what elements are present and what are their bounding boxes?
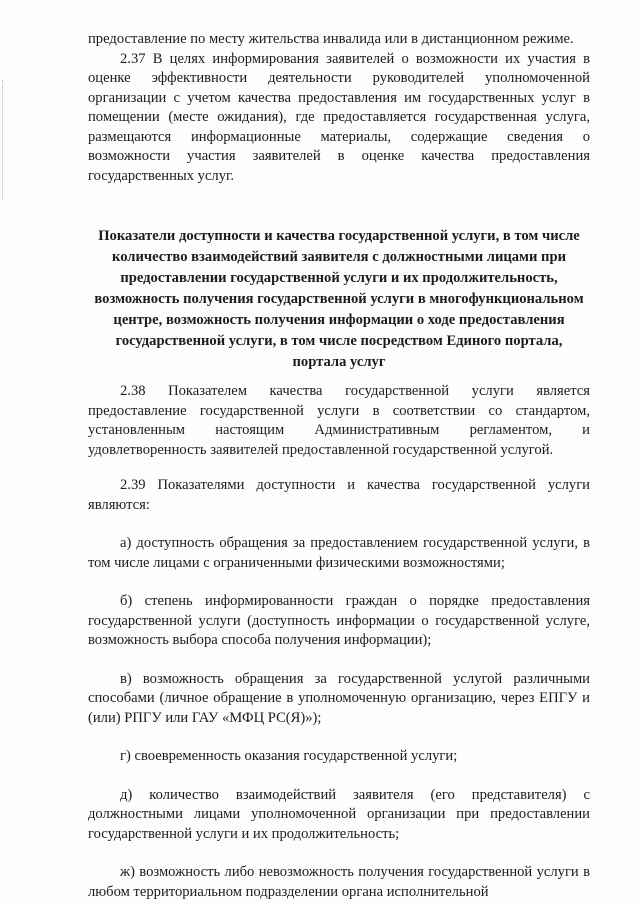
list-item-zh: ж) возможность либо невозможность получения государственной услуги в любом территориальном подразделении органа исполнительной <box>88 864 590 900</box>
list-item-g: г) своевременность оказания государственной услуги; <box>120 748 458 764</box>
list-item-b: б) степень информированности граждан о порядке предоставления государственной услуги (доступность информации о государственной услуге, возможность выбора способа получения информации); <box>88 593 590 648</box>
paragraph-2-39: 2.39 Показателями доступности и качества государственной услуги являются: <box>88 477 590 513</box>
scan-margin-mark <box>2 80 5 200</box>
paragraph-2-38: 2.38 Показателем качества государственной услуги является предоставление государственной услуги в соответствии со стандартом, установленным настоящим Административным регламентом, и удовлетворенность заявителей предоставленной государственной услугой. <box>88 383 590 458</box>
section-heading: Показатели доступности и качества государственной услуги, в том числе количество взаимодействий заявителя с должностными лицами при предоставлении государственной услуги и их продолжительность, возможность получения государственной услуги в многофункциональном центре, возможность получения информации о ходе предоставления государственной услуги, в том числе посредством Единого портала, портала услуг <box>94 228 584 370</box>
paragraph-2-37: 2.37 В целях информирования заявителей о возможности их участия в оценке эффективности деятельности руководителей уполномоченной организации с учетом качества предоставления им государственных услуг в помещении (месте ожидания), где предоставляется государственная услуга, размещаются информационные материалы, содержащие сведения о возможности участия заявителей в оценке качества предоставления государственных услуг. <box>88 50 590 184</box>
list-item-v: в) возможность обращения за государственной услугой различными способами (личное обращение в уполномоченную организацию, через ЕПГУ и (или) РПГУ или ГАУ «МФЦ РС(Я)»); <box>88 670 590 726</box>
list-item-d: д) количество взаимодействий заявителя (его представителя) с должностными лицами уполномоченной организации при предоставлении государственной услуги и их продолжительность; <box>88 786 590 842</box>
paragraph-continuation: предоставление по месту жительства инвалида или в дистанционном режиме. <box>88 31 574 47</box>
list-item-a: а) доступность обращения за предоставлением государственной услуги, в том числе лицами с ограниченными физическими возможностями; <box>88 535 590 571</box>
document-body <box>88 30 590 902</box>
